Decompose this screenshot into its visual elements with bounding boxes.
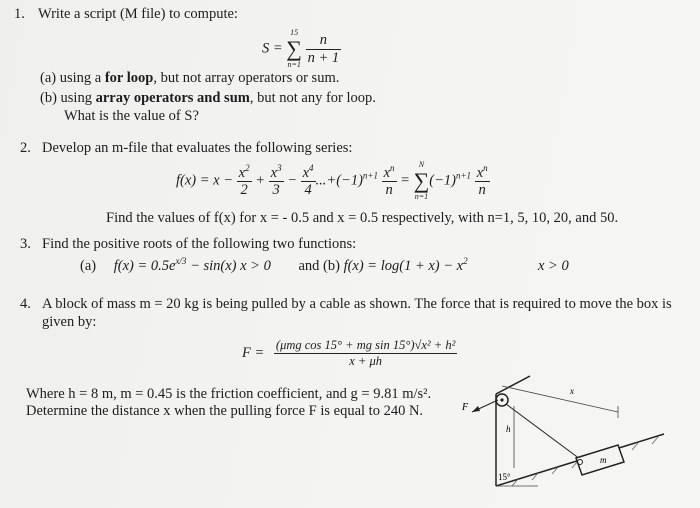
sigma-icon: ∑ xyxy=(413,168,430,193)
q1-text: Write a script (M file) to compute: xyxy=(38,6,238,22)
q1-lhs: S xyxy=(262,40,270,57)
block-incline-diagram xyxy=(458,366,668,506)
q1-number: 1. xyxy=(14,6,25,22)
q3-b-condition: x > 0 xyxy=(538,258,569,274)
q3-a-label: (a) xyxy=(80,257,97,274)
q3-functions: (a) $f(x) = 0.5e^{x/3} - \sin(x) x > 0$ and (b) $f(x) = \log(1 + x) - x^2$ xyxy=(80,256,468,274)
q2-number: 2. xyxy=(20,140,31,156)
q4-number: 4. xyxy=(20,296,31,312)
q2-sum-upper: N xyxy=(418,160,425,169)
q4-formula xyxy=(242,338,457,369)
label-x: x xyxy=(570,386,574,396)
label-F: F xyxy=(462,402,469,413)
q3-a-rest: − sin(x) x > 0 xyxy=(186,257,271,274)
q2-formula: f(x) = x − $\frac{x^2}{2}$ + $\frac{x^3}{3}$ − $\frac{x^4}{4}$ $...+(-1)^{n+1}$ $\frac{x^n}{n}$ = N ∑ n=1 $(-1)^{n+1}$ $\frac{x^n}{n}$ xyxy=(176,160,488,201)
q1-formula: S = 15 ∑ n=1 $\frac{n}{n + 1}$ xyxy=(262,28,340,69)
pulley-axle xyxy=(500,398,503,401)
q2-sum-lower: n=1 xyxy=(414,192,429,201)
q3-b-func: f(x) = log(1 + x) − x xyxy=(343,257,464,274)
q1-a-suffix: , but not array operators or sum. xyxy=(153,70,340,86)
q3-number: 3. xyxy=(20,236,31,252)
q1-denominator: n + 1 xyxy=(307,49,340,66)
q2-lhs: f(x) = x − xyxy=(176,172,234,189)
q1-b-suffix: , but not any for loop. xyxy=(249,90,376,106)
q1-a-prefix: (a) using a xyxy=(40,70,105,86)
dimension-x-line xyxy=(502,386,618,412)
q4-f-denominator: x + μh xyxy=(349,354,382,368)
q3-a-exp: x/3 xyxy=(175,256,187,266)
q4-f-lhs: F = xyxy=(242,345,265,361)
label-h: h xyxy=(506,424,511,434)
q3-a-func: f(x) = 0.5e xyxy=(113,257,176,274)
sigma-icon: ∑ xyxy=(286,36,302,61)
q4-text-line2: given by: xyxy=(42,314,97,330)
q1-sum-upper: 15 xyxy=(290,28,299,37)
q4-where: Where h = 8 m, m = 0.45 is the friction coefficient, and g = 9.81 m/s². xyxy=(26,386,432,402)
q4-text-line1: A block of mass m = 20 kg is being pulled by a cable as shown. The force that is required to move the box is xyxy=(42,296,672,312)
q1-a-bold: for loop xyxy=(104,70,154,86)
q3-and-b: and (b) xyxy=(298,257,340,274)
q1-part-a xyxy=(40,70,339,87)
arrow-icon xyxy=(472,406,480,412)
cable-line xyxy=(506,404,584,462)
q1-b-prefix: (b) using xyxy=(40,90,96,106)
q1-sum-lower: n=1 xyxy=(287,60,301,69)
label-angle: 15° xyxy=(498,472,511,482)
q2-text: Develop an m-file that evaluates the following series: xyxy=(42,140,353,156)
q3-text: Find the positive roots of the following two functions: xyxy=(42,236,357,252)
q1-b-bold: array operators and sum xyxy=(95,90,250,106)
q1-question: What is the value of S? xyxy=(64,108,199,124)
q4-f-numerator: (μmg cos 15° + mg sin 15°)√x² + h² xyxy=(275,338,456,352)
label-m: m xyxy=(600,455,607,465)
q2-tail: ...+(−1) xyxy=(315,172,363,189)
q1-numerator: n xyxy=(306,32,342,50)
q4-determine: Determine the distance x when the pulling force F is equal to 240 N. xyxy=(26,403,424,419)
q2-find: Find the values of f(x) for x = - 0.5 and x = 0.5 respectively, with n=1, 5, 10, 20, and 50. xyxy=(106,210,619,226)
q1-part-b xyxy=(40,90,376,107)
